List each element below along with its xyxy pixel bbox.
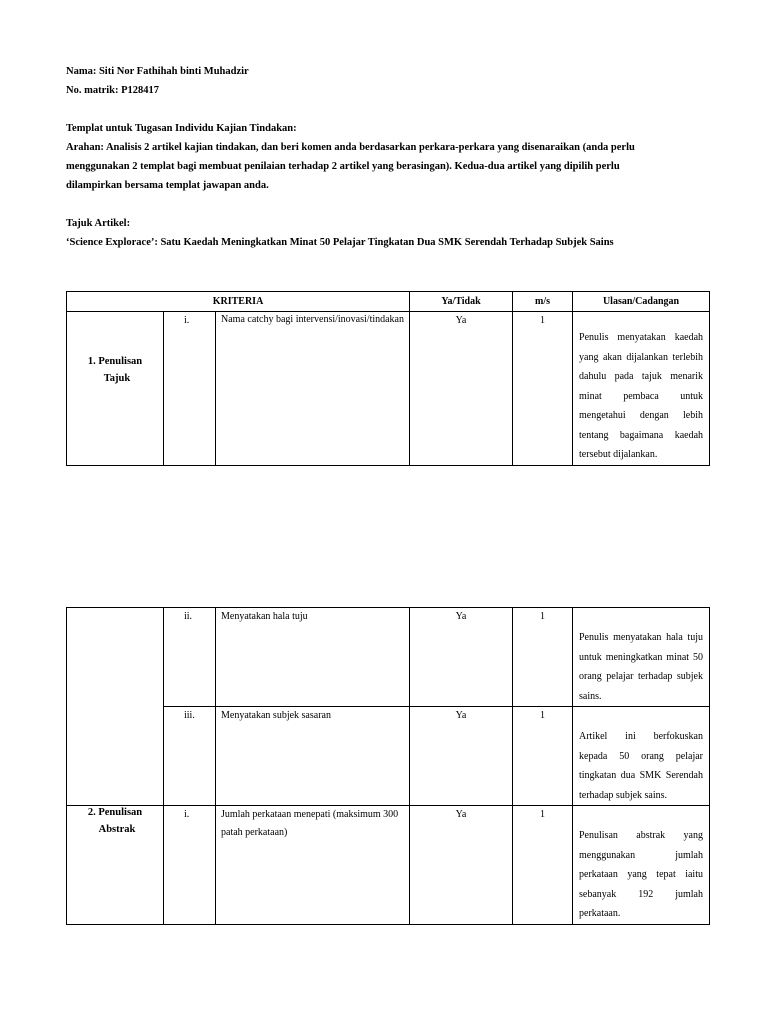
row-criteria: Jumlah perkataan menepati (maksimum 300 patah perkataan) bbox=[216, 806, 410, 925]
article-label: Tajuk Artikel: bbox=[66, 218, 131, 229]
table-row bbox=[67, 707, 710, 806]
header-ulasan: Ulasan/Cadangan bbox=[573, 292, 710, 312]
row-ulasan: Artikel ini berfokuskan kepada 50 orang pelajar tingkatan dua SMK Serendah terhadap subjek sains. bbox=[573, 707, 710, 806]
row-ya-tidak: Ya bbox=[410, 707, 513, 806]
template-heading: Templat untuk Tugasan Individu Kajian Tindakan: bbox=[66, 123, 297, 134]
row-criteria: Menyatakan hala tuju bbox=[216, 608, 410, 707]
table-row bbox=[67, 312, 710, 466]
section-label-line: 1. Penulisan bbox=[87, 356, 143, 367]
row-ms: 1 bbox=[513, 707, 573, 806]
instructions-line-1: Arahan: Analisis 2 artikel kajian tindakan, dan beri komen anda berdasarkan perkara-perkara yang disenaraikan (anda perlu bbox=[66, 142, 635, 153]
row-number: ii. bbox=[164, 608, 216, 707]
row-ya-tidak: Ya bbox=[410, 608, 513, 707]
row-number: i. bbox=[164, 312, 216, 466]
section-label-tajuk bbox=[67, 312, 164, 466]
row-criteria: Menyatakan subjek sasaran bbox=[216, 707, 410, 806]
row-ms: 1 bbox=[513, 312, 573, 466]
table-row bbox=[67, 608, 710, 707]
row-ya-tidak: Ya bbox=[410, 312, 513, 466]
row-ya-tidak: Ya bbox=[410, 806, 513, 925]
instructions-line-3: dilampirkan bersama templat jawapan anda. bbox=[66, 180, 269, 191]
table-header-row bbox=[67, 292, 710, 312]
section-label-line: 2. Penulisan bbox=[87, 807, 143, 818]
section-label-line: Tajuk bbox=[103, 373, 131, 384]
section-label-abstrak bbox=[67, 806, 164, 925]
row-ulasan: Penulis menyatakan hala tuju untuk meningkatkan minat 50 orang pelajar terhadap subjek sains. bbox=[573, 608, 710, 707]
row-criteria: Nama catchy bagi intervensi/inovasi/tindakan bbox=[216, 312, 410, 466]
header-kriteria: KRITERIA bbox=[67, 292, 410, 312]
row-ulasan: Penulis menyatakan kaedah yang akan dijalankan terlebih dahulu pada tajuk menarik minat pembaca untuk mengetahui dengan lebih tentang bagaimana kaedah tersebut dijalankan. bbox=[573, 312, 710, 466]
student-name: Nama: Siti Nor Fathihah binti Muhadzir bbox=[66, 66, 249, 77]
row-ms: 1 bbox=[513, 608, 573, 707]
article-title: ‘Science Explorace’: Satu Kaedah Meningkatkan Minat 50 Pelajar Tingkatan Dua SMK Serendah Terhadap Subjek Sains bbox=[66, 237, 614, 248]
section-label-line: Abstrak bbox=[98, 824, 136, 835]
row-number: iii. bbox=[164, 707, 216, 806]
table-row bbox=[67, 806, 710, 925]
instructions-line-2: menggunakan 2 templat bagi membuat penilaian terhadap 2 artikel yang berasingan). Kedua-dua artikel yang dipilih perlu bbox=[66, 161, 620, 172]
row-ulasan: Penulisan abstrak yang menggunakan jumlah perkataan yang tepat iaitu sebanyak 192 jumlah perkataan. bbox=[573, 806, 710, 925]
header-ya-tidak: Ya/Tidak bbox=[410, 292, 513, 312]
criteria-table-1 bbox=[66, 291, 710, 466]
matric-number: No. matrik: P128417 bbox=[66, 85, 160, 96]
row-number: i. bbox=[164, 806, 216, 925]
row-ms: 1 bbox=[513, 806, 573, 925]
header-ms: m/s bbox=[513, 292, 573, 312]
criteria-table-2 bbox=[66, 607, 710, 925]
section-label-tajuk-continued bbox=[67, 608, 164, 806]
